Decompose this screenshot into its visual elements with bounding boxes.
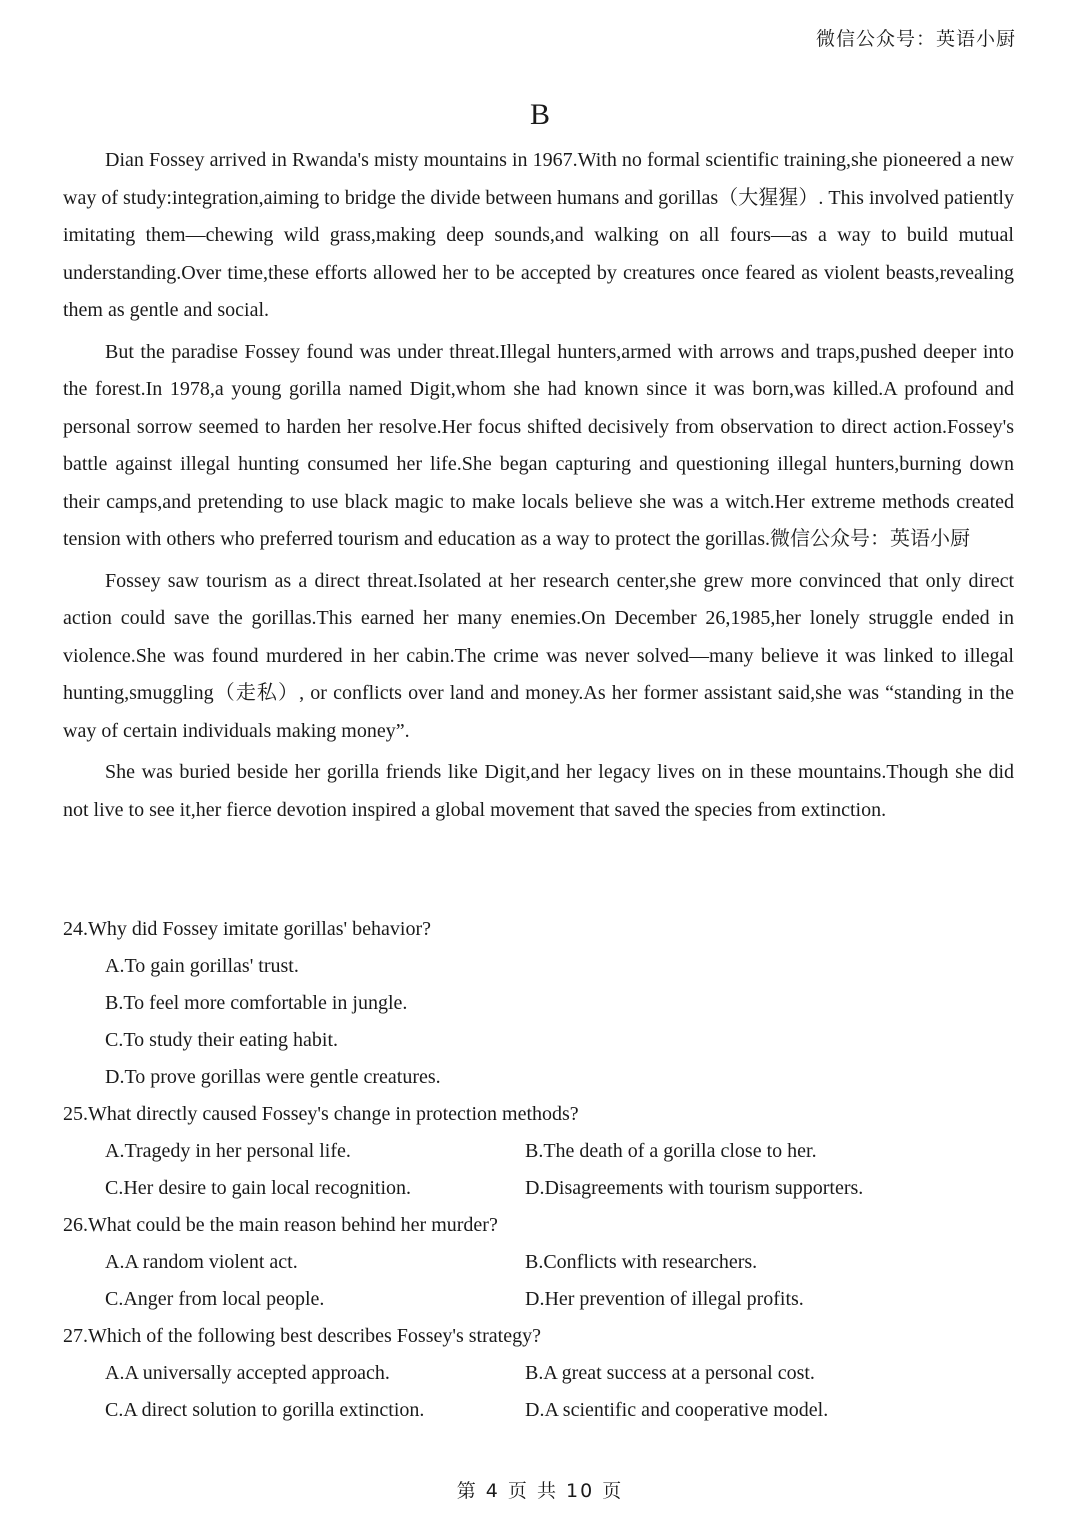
q24-option-d: D.To prove gorillas were gentle creatures. <box>105 1066 441 1088</box>
q25-options-row-2 <box>105 1170 1014 1207</box>
q25-option-b: B.The death of a gorilla close to her. <box>525 1140 817 1162</box>
question-24: 24.Why did Fossey imitate gorillas' behavior? <box>63 918 431 940</box>
question-25: 25.What directly caused Fossey's change in protection methods? <box>63 1103 579 1125</box>
q27-option-c: C.A direct solution to gorilla extinction. <box>105 1399 425 1421</box>
q26-option-b: B.Conflicts with researchers. <box>525 1251 758 1273</box>
page-number-footer: 第 4 页 共 10 页 <box>456 1480 624 1502</box>
question-27: 27.Which of the following best describes Fossey's strategy? <box>63 1325 541 1347</box>
q24-option-a: A.To gain gorillas' trust. <box>105 955 299 977</box>
q25-option-d: D.Disagreements with tourism supporters. <box>525 1177 864 1199</box>
q27-options-row-2 <box>105 1392 1014 1429</box>
passage-paragraph-1: Dian Fossey arrived in Rwanda's misty mountains in 1967.With no formal scientific training,she pioneered a new way of study:integration,aiming to bridge the divide between humans and gorillas（大猩猩）. This involved patiently imitating them—chewing wild grass,making deep sounds,and walking on all fours—as a way to build mutual understanding.Over time,these efforts allowed her to be accepted by creatures once feared as violent beasts,revealing them as gentle and social. <box>63 149 1014 321</box>
q24-option-b: B.To feel more comfortable in jungle. <box>105 992 408 1014</box>
header-note: 微信公众号：英语小厨 <box>815 28 1016 50</box>
q27-option-a: A.A universally accepted approach. <box>105 1362 390 1384</box>
reading-passage <box>63 142 1014 833</box>
q26-option-d: D.Her prevention of illegal profits. <box>525 1288 804 1310</box>
passage-paragraph-4: She was buried beside her gorilla friends like Digit,and her legacy lives on in these mountains.Though she did not live to see it,her fierce devotion inspired a global movement that saved the species from extinction. <box>63 761 1014 821</box>
q26-options-row-1 <box>105 1244 1014 1281</box>
q26-option-a: A.A random violent act. <box>105 1251 298 1273</box>
passage-paragraph-2: But the paradise Fossey found was under threat.Illegal hunters,armed with arrows and traps,pushed deeper into the forest.In 1978,a young gorilla named Digit,whom she had known since it was born,was killed.A profound and personal sorrow seemed to harden her resolve.Her focus shifted decisively from observation to direct action.Fossey's battle against illegal hunting consumed her life.She began capturing and questioning illegal hunters,burning down their camps,and pretending to use black magic to make locals believe she was a witch.Her extreme methods created tension with others who preferred tourism and education as a way to protect the gorillas.微信公众号：英语小厨 <box>63 340 1014 550</box>
q25-options-row-1 <box>105 1133 1014 1170</box>
q25-option-a: A.Tragedy in her personal life. <box>105 1140 351 1162</box>
section-letter: B <box>529 98 550 131</box>
q24-option-c: C.To study their eating habit. <box>105 1029 339 1051</box>
q26-options-row-2 <box>105 1281 1014 1318</box>
passage-paragraph-3: Fossey saw tourism as a direct threat.Isolated at her research center,she grew more convinced that only direct action could save the gorillas.This earned her many enemies.On December 26,1985,her lonely struggle ended in violence.She was found murdered in her cabin.The crime was never solved—many believe it was linked to illegal hunting,smuggling（走私）, or conflicts over land and money.As her former assistant said,she was “standing in the way of certain individuals making money”. <box>63 569 1014 742</box>
q27-option-d: D.A scientific and cooperative model. <box>525 1399 829 1421</box>
q27-option-b: B.A great success at a personal cost. <box>525 1362 815 1384</box>
question-26: 26.What could be the main reason behind her murder? <box>63 1214 498 1236</box>
q27-options-row-1 <box>105 1355 1014 1392</box>
questions-section <box>63 911 1014 1429</box>
q25-option-c: C.Her desire to gain local recognition. <box>105 1177 412 1199</box>
q26-option-c: C.Anger from local people. <box>105 1288 325 1310</box>
